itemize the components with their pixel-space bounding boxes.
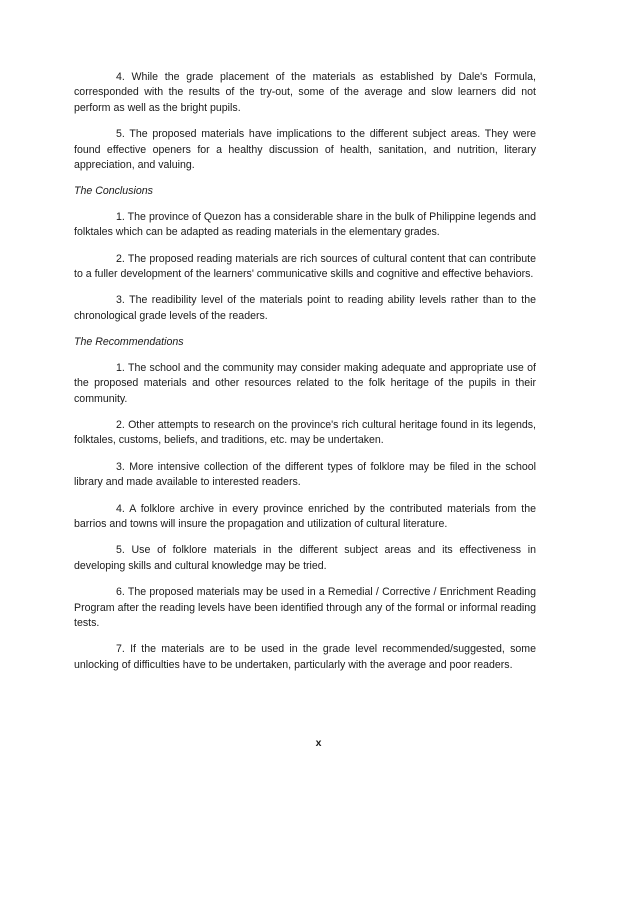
recommendation-paragraph-3: 3. More intensive collection of the different types of folklore may be filed in the school library and made available to interested readers. — [74, 460, 536, 489]
recommendation-paragraph-2: 2. Other attempts to research on the province's rich cultural heritage found in its legends, folktales, customs, beliefs, and traditions, etc. may be undertaken. — [74, 418, 536, 447]
recommendations-heading: The Recommendations — [74, 336, 184, 349]
conclusion-paragraph-1: 1. The province of Quezon has a considerable share in the bulk of Philippine legends and folktales which can be adapted as reading materials in the elementary grades. — [74, 210, 536, 239]
page-number: x — [315, 737, 322, 749]
recommendation-paragraph-6: 6. The proposed materials may be used in a Remedial / Corrective / Enrichment Reading Program after the reading levels have been identified through any of the formal or informal reading tests. — [74, 586, 536, 629]
conclusion-paragraph-2: 2. The proposed reading materials are rich sources of cultural content that can contribute to a fuller development of the learners' communicative skills and cognitive and effective behaviors. — [74, 252, 536, 281]
recommendation-paragraph-1: 1. The school and the community may consider making adequate and appropriate use of the proposed materials and other resources related to the folk heritage of the pupils in their community. — [74, 361, 536, 405]
conclusions-heading: The Conclusions — [74, 185, 153, 198]
finding-paragraph-4: 4. While the grade placement of the materials as established by Dale's Formula, corresponded with the results of the try-out, some of the average and slow learners did not perform as well as the bright pupils. — [74, 71, 536, 114]
recommendation-paragraph-7: 7. If the materials are to be used in the grade level recommended/suggested, some unlocking of difficulties have to be undertaken, particularly with the average and poor readers. — [74, 643, 536, 671]
document-page — [74, 70, 536, 684]
conclusion-paragraph-3: 3. The readibility level of the materials point to reading ability levels rather than to the chronological grade levels of the readers. — [74, 294, 536, 322]
finding-paragraph-5: 5. The proposed materials have implications to the different subject areas. They were found effective openers for a healthy discussion of health, sanitation, and nutrition, literary appreciation, and valuing. — [74, 128, 536, 172]
recommendation-paragraph-4: 4. A folklore archive in every province enriched by the contributed materials from the barrios and towns will insure the propagation and utilization of cultural literature. — [74, 502, 536, 530]
recommendation-paragraph-5: 5. Use of folklore materials in the different subject areas and its effectiveness in developing skills and cultural knowledge may be tried. — [74, 544, 536, 572]
